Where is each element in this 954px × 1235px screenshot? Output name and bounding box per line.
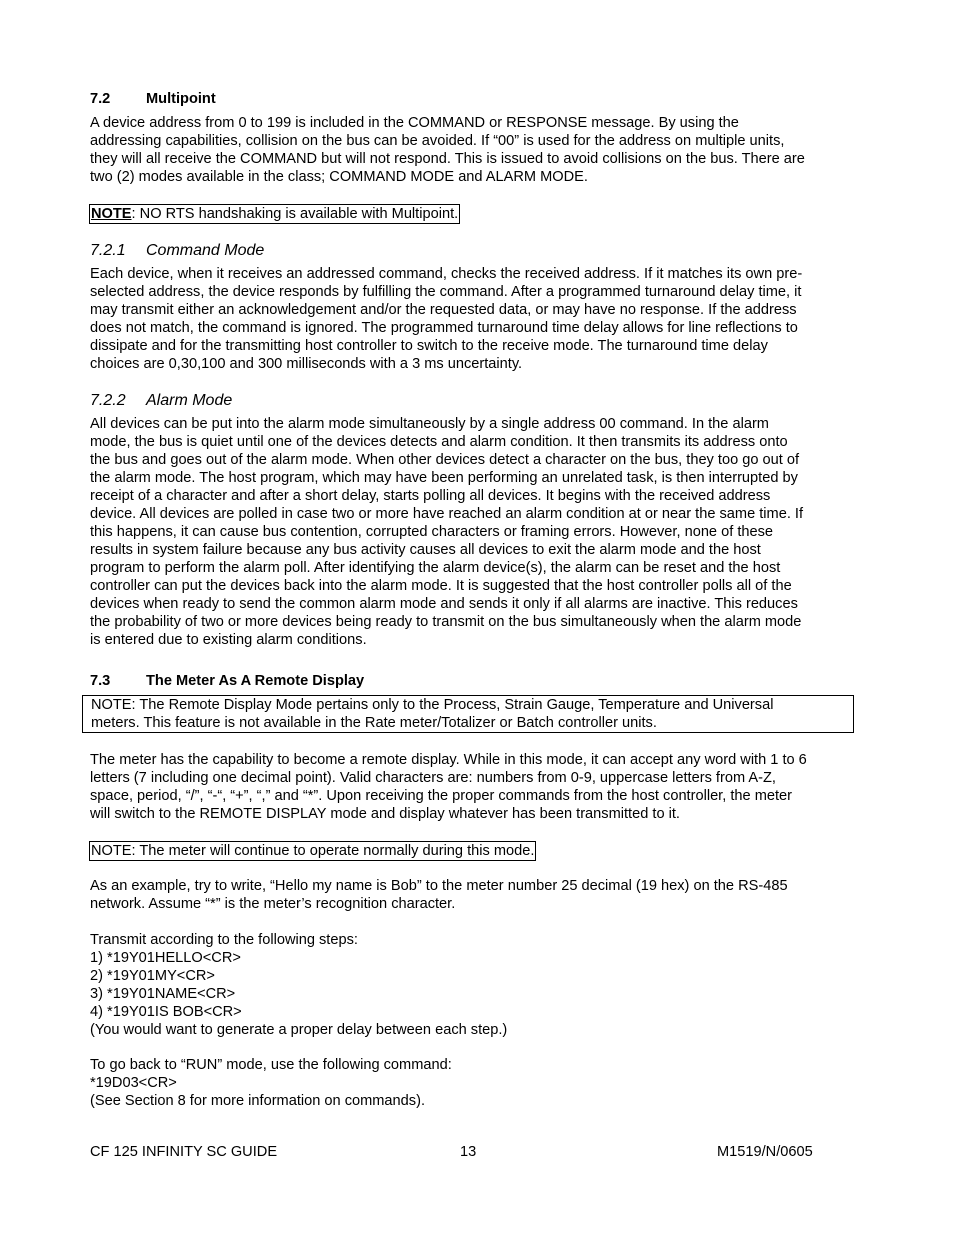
- section-number: 7.2: [90, 91, 111, 107]
- section-number: 7.3: [90, 673, 111, 689]
- text-line: To go back to “RUN” mode, use the following command:: [90, 1057, 452, 1073]
- paragraph-alarm-mode: [90, 415, 803, 649]
- text-line: letters (7 including one decimal point). Valid characters are: numbers from 0-9, uppercase letters from A-Z,: [90, 770, 776, 786]
- section-title: Alarm Mode: [146, 392, 233, 409]
- note-box-rts: [89, 204, 460, 224]
- paragraph-command-mode: [90, 265, 802, 373]
- list-item: 2) *19Y01MY<CR>: [90, 968, 215, 984]
- section-heading-7-3: [90, 672, 364, 690]
- note-text: : NO RTS handshaking is available with Multipoint.: [131, 206, 459, 222]
- text-line: results in system failure because any bus activity causes all devices to exit the alarm mode and the host: [90, 542, 761, 558]
- text-line: controller can put the devices back into the alarm mode. It is suggested that the host controller polls all of the: [90, 578, 792, 594]
- text-line: (You would want to generate a proper delay between each step.): [90, 1022, 508, 1038]
- paragraph-remote-display: [90, 751, 807, 823]
- footer-document-title: CF 125 INFINITY SC GUIDE: [90, 1144, 278, 1160]
- footer-page-number: 13: [460, 1144, 477, 1160]
- note-label: NOTE: [91, 206, 132, 222]
- text-line: selected address, the device responds by fulfilling the command. After a programmed turnaround delay time, it: [90, 284, 802, 300]
- text-line: the alarm mode. The host program, which may have been performing an unrelated task, is then interrupted by: [90, 470, 798, 486]
- section-heading-7-2: [90, 90, 216, 108]
- section-title: Command Mode: [146, 242, 265, 259]
- text-line: this happens, it can cause bus contention, corrupted characters or framing errors. However, none of these: [90, 524, 774, 540]
- text-line: they will all receive the COMMAND but will not respond. This is issued to avoid collisions on the bus. There are: [90, 151, 805, 167]
- text-line: devices when ready to send the common alarm mode and sends it only if all alarms are inactive. This reduces: [90, 596, 798, 612]
- text-line: the probability of two or more devices being ready to transmit on the bus simultaneously when the alarm mode: [90, 614, 802, 630]
- text-line: NOTE: The Remote Display Mode pertains only to the Process, Strain Gauge, Temperature and Universal: [91, 697, 774, 713]
- text-line: (See Section 8 for more information on commands).: [90, 1093, 425, 1109]
- text-line: All devices can be put into the alarm mode simultaneously by a single address 00 command. In the alarm: [90, 416, 769, 432]
- steps-list: [90, 931, 507, 1039]
- paragraph-multipoint: [90, 114, 805, 186]
- list-item: 4) *19Y01IS BOB<CR>: [90, 1004, 242, 1020]
- text-line: network. Assume “*” is the meter’s recognition character.: [90, 896, 456, 912]
- section-number: 7.2.1: [90, 242, 126, 259]
- text-line: the bus and goes out of the alarm mode. When other devices detect a character on the bus, they too go out of: [90, 452, 800, 468]
- note-box-remote-display: [82, 695, 854, 733]
- note-text: NOTE: The meter will continue to operate normally during this mode.: [91, 843, 535, 859]
- text-line: A device address from 0 to 199 is included in the COMMAND or RESPONSE message. By using the: [90, 115, 739, 131]
- footer-document-code: M1519/N/0605: [717, 1144, 813, 1160]
- text-line: is entered due to existing alarm conditions.: [90, 632, 367, 648]
- text-line: choices are 0,30,100 and 300 milliseconds with a 3 ms uncertainty.: [90, 356, 523, 372]
- section-title: Multipoint: [146, 91, 216, 107]
- paragraph-run-mode: [90, 1056, 452, 1110]
- text-line: The meter has the capability to become a remote display. While in this mode, it can accept any word with 1 to 6: [90, 752, 807, 768]
- text-line: Each device, when it receives an addressed command, checks the received address. If it matches its own pre-: [90, 266, 803, 282]
- text-line: As an example, try to write, “Hello my name is Bob” to the meter number 25 decimal (19 hex) on the RS-485: [90, 878, 788, 894]
- text-line: addressing capabilities, collision on the bus can be avoided. If “00” is used for the address on multiple units,: [90, 133, 785, 149]
- text-line: *19D03<CR>: [90, 1075, 177, 1091]
- text-line: two (2) modes available in the class; COMMAND MODE and ALARM MODE.: [90, 169, 588, 185]
- text-line: does not match, the command is ignored. The programmed turnaround time delay allows for line reflections to: [90, 320, 798, 336]
- text-line: will switch to the REMOTE DISPLAY mode and display whatever has been transmitted to it.: [90, 806, 680, 822]
- list-item: 3) *19Y01NAME<CR>: [90, 986, 236, 1002]
- section-heading-7-2-2: [90, 391, 232, 411]
- text-line: space, period, “/”, “-“, “+”, “,” and “*”. Upon receiving the proper commands from the host controller, the meter: [90, 788, 792, 804]
- note-box-operate-normally: [89, 841, 536, 861]
- section-title: The Meter As A Remote Display: [146, 673, 365, 689]
- text-line: program to perform the alarm poll. After identifying the alarm device(s), the alarm can be reset and the host: [90, 560, 781, 576]
- text-line: Transmit according to the following steps:: [90, 932, 358, 948]
- text-line: may transmit either an acknowledgement and/or the requested data, or may have no response. If the address: [90, 302, 797, 318]
- paragraph-example: [90, 877, 788, 913]
- text-line: mode, the bus is quiet until one of the devices detects and alarm condition. It then transmits its address onto: [90, 434, 788, 450]
- text-line: meters. This feature is not available in the Rate meter/Totalizer or Batch controller units.: [91, 715, 657, 731]
- text-line: dissipate and for the transmitting host controller to switch to the receive mode. The turnaround time delay: [90, 338, 768, 354]
- list-item: 1) *19Y01HELLO<CR>: [90, 950, 241, 966]
- text-line: receipt of a character and after a short delay, starts polling all devices. It begins with the received address: [90, 488, 771, 504]
- section-number: 7.2.2: [90, 392, 126, 409]
- section-heading-7-2-1: [90, 241, 264, 261]
- text-line: device. All devices are polled in case two or more have reached an alarm condition at or near the same time. If: [90, 506, 804, 522]
